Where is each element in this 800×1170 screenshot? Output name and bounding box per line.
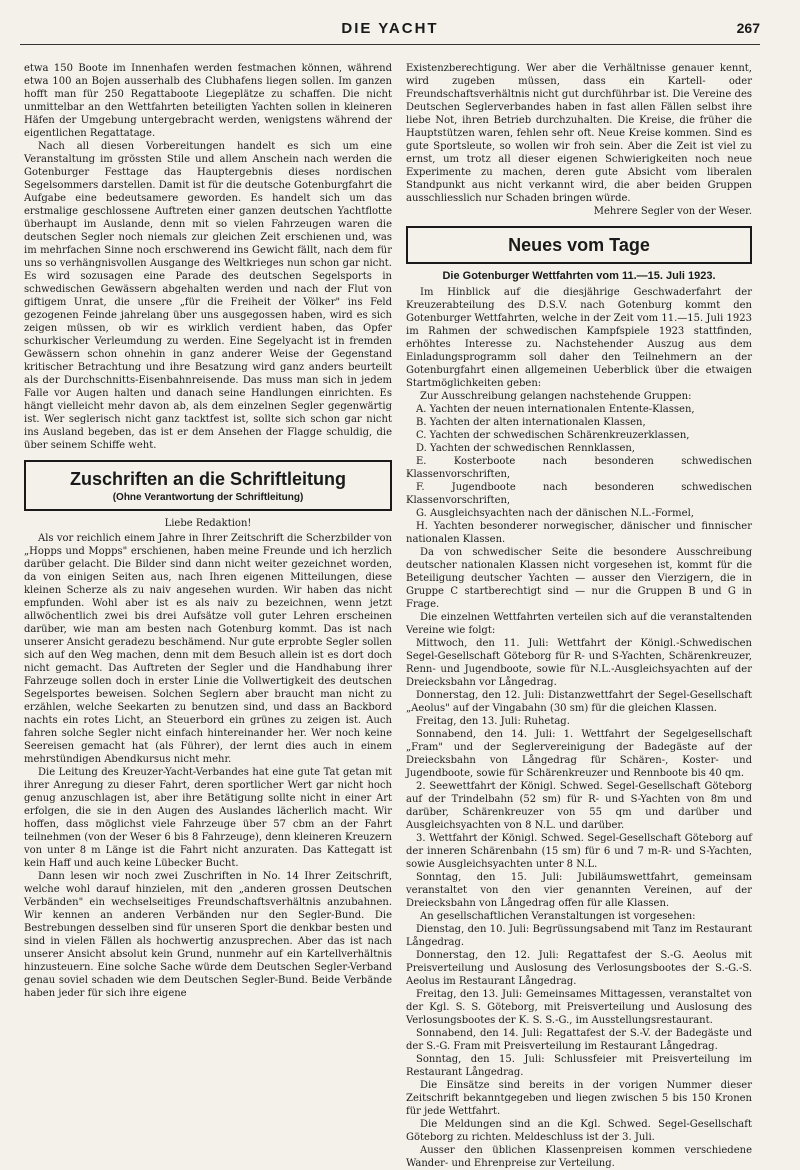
list-item: Sonntag, den 15. Juli: Schlussfeier mit Preisverteilung im Restaurant Långedrag. (406, 1054, 752, 1078)
paragraph: Die einzelnen Wettfahrten verteilen sich auf die veranstaltenden Vereine wie folgt: (406, 612, 752, 636)
masthead: DIE YACHT (341, 20, 439, 37)
list-item: A. Yachten der neuen internationalen Entente-Klassen, (416, 404, 695, 415)
paragraph: Nach all diesen Vorbereitungen handelt es sich um eine Veranstaltung im grössten Stile und allem Anschein nach werden die Gotenburger Festtage das Hauptergebnis dieses nordischen Segelsommers darstellen. Damit ist für die deutsche Gotenburgfahrt die Aufgabe eine bedeutsamere geworden. Es handelt sich um das erstmalige geschlossene Auftreten einer ganzen deutschen Yachtflotte überhaupt im Auslande, denn mit so vielen Fahrzeugen waren die deutschen Segler noch niemals zur gleichen Zeit erschienen und, was im mehrfachen Sinne noch erschwerend ins Gewicht fällt, nach dem für uns so verhängnisvollen Ausgange des Weltkrieges nun schon gar nicht. Es wird sozusagen eine Parade des deutschen Segelsports in schwedischen Gewässern abgehalten werden und nach der Flut von giftigem Unrat, die unsere „für die Freiheit der Völker" ins Feld gezogenen Feinde jahrelang über uns ausgegossen haben, wird es sich zeigen müssen, ob wir es wirklich verdient haben, das Opfer schurkischer Verleumdung zu werden. Eine Segelyacht ist in fremden Gewässern schon ohnehin in ganz anderer Weise der Gegenstand kritischer Betrachtung und ihre Besatzung wird ganz anders beurteilt als der Durchschnitts-Eisenbahnreisende. Das muss man sich in jedem Falle vor Augen halten und danach seine Handlungen einrichten. Es hängt vielleicht mehr davon ab, als dem einzelnen Segler gegenwärtig ist. Wer seglerisch nicht ganz tacktfest ist, sollte sich schon gar nicht ins Ausland begeben, das ist er dem Ansehen der Flagge schuldig, die über seinem Schiffe weht. (24, 141, 392, 451)
right-column (406, 62, 752, 1170)
list-item: 2. Seewettfahrt der Königl. Schwed. Segel-Gesellschaft Göteborg auf der Trindelbahn (52 sm) für R- und S-Yachten von 8m und darüber, Schärenkreuzer von 55 qm und darüber und Ausgleichsyachten von 8 N.L. und darüber. (406, 781, 752, 831)
list-item: B. Yachten der alten internationalen Klassen, (416, 417, 646, 428)
list-item: Freitag, den 13. Juli: Gemeinsames Mittagessen, veranstaltet von der Kgl. S. S. Göteborg, mit Preisverteilung und Auslosung des Verlosungsbootes der K. S. S.-G., im Ausstellungsrestaurant. (406, 989, 752, 1026)
left-column (24, 62, 392, 1000)
list-item: Sonntag, den 15. Juli: Jubiläumswettfahrt, gemeinsam veranstaltet von den vier genannten Vereinen, auf der Dreiecksbahn von Långedrag offen für alle Klassen. (406, 872, 752, 909)
paragraph: Als vor reichlich einem Jahre in Ihrer Zeitschrift die Scherzbilder von „Hopps und Mopps" erschienen, haben meine Freunde und ich herzlich darüber gelacht. Die Bilder sind dann nicht weiter gezeichnet worden, da von einigen Seiten aus, nach Ihren eigenen Mitteilungen, diese kleinen Scherze als zu naiv angesehen wurden. Wir haben das nicht empfunden. Wohl aber ist es als naiv zu bezeichnen, wenn jetzt allwöchentlich zwei bis drei Aufsätze voll guter Lehren erscheinen darüber, wie man am besten nach Gotenburg kommt. Das ist nach unserer Ansicht geradezu beschämend. Nur gute erprobte Segler sollen sich auf den Weg machen, denn mit dem Besuch allein ist es dort doch nicht gemacht. Das Auftreten der Segler und die Handhabung ihrer Fahrzeuge sollen doch in erster Linie die Vollwertigkeit des deutschen Segelsportes beweisen. Solchen Seglern aber braucht man nicht zu erzählen, welche Seekarten zu benutzen sind, und dass an Backbord nachts ein rotes Licht, an Steuerbord ein grünes zu zeigen ist. Auch fahren solche Segler nicht einfach hintereinander her. Wer noch keine Seereisen gemacht hat (als Führer), der lernt dies auch in einem mehrstündigen Abendkursus nicht mehr. (24, 533, 392, 765)
page-header (20, 20, 760, 44)
social-schedule (406, 923, 752, 1079)
paragraph: Existenzberechtigung. Wer aber die Verhältnisse genauer kennt, wird zugeben müssen, dass ein Kartell- oder Freundschaftsverhältnis nicht gut durchführbar ist. Die Vereine des Deutschen Seglerverbandes haben in fast allen Fällen selbst ihre liebe Not, ihren Betrieb durchzuhalten. Die Kreise, die früher die Hauptstützen waren, fehlen sehr oft. Neue Kreise kommen. Sind es gute Sportsleute, so wollen wir froh sein. Aber die Zeit ist viel zu ernst, um trotz all dieser eigenen Schwierigkeiten noch neue Experimente zu machen, deren gute Absicht vom liberalen Standpunkt aus nicht verkannt wird, die aber beiden Gruppen ausschliesslich nur Schaden bringen würde. (406, 63, 752, 204)
paragraph: Die Einsätze sind bereits in der vorigen Nummer dieser Zeitschrift bekanntgegeben und liegen zwischen 5 bis 150 Kronen für jede Wettfahrt. (406, 1080, 752, 1117)
paragraph: Im Hinblick auf die diesjährige Geschwaderfahrt der Kreuzerabteilung des D.S.V. nach Gotenburg kommt den Gotenburger Wettfahrten, welche in der Zeit vom 11.—15. Juli 1923 im Rahmen der schwedischen Kampfspiele 1923 stattfinden, erhöhtes Interesse zu. Nachstehender Auszug aus dem Einladungsprogramm soll daher den Teilnehmern an der Gotenburgfahrt einen allgemeinen Ueberblick über die etwaigen Startmöglichkeiten geben: (406, 287, 752, 389)
section-box-news (406, 226, 752, 264)
section-subtitle: (Ohne Verantwortung der Schriftleitung) (112, 492, 304, 503)
list-item: F. Jugendboote nach besonderen schwedischen Klassenvorschriften, (406, 482, 752, 506)
group-list (406, 403, 752, 546)
paragraph: An gesellschaftlichen Veranstaltungen ist vorgesehen: (420, 911, 696, 922)
list-item: Sonnabend, den 14. Juli: Regattafest der S.-V. der Badegäste und der S.-G. Fram mit Preisverteilung im Restaurant Långedrag. (406, 1028, 752, 1052)
salutation: Liebe Redaktion! (164, 518, 252, 529)
article-headline: Die Gotenburger Wettfahrten vom 11.—15. Juli 1923. (442, 270, 716, 282)
paragraph: Da von schwedischer Seite die besondere Ausschreibung deutscher nationalen Klassen nicht vorgesehen ist, kommt für die Beteiligung deutscher Yachten — ausser den Vierzigern, die in Gruppe C startberechtigt sind — nur die Gruppen B und G in Frage. (406, 547, 752, 610)
header-rule (20, 44, 760, 45)
section-title: Neues vom Tage (508, 235, 650, 255)
race-schedule (406, 637, 752, 910)
list-item: Mittwoch, den 11. Juli: Wettfahrt der Königl.-Schwedischen Segel-Gesellschaft Göteborg für R- und S-Yachten, Schärenkreuzer, Renn- und Jugendboote, sowie für N.L.-Ausgleichsyachten auf der Dreiecksbahn vor Långedrag. (406, 638, 752, 688)
list-item: D. Yachten der schwedischen Rennklassen, (416, 443, 635, 454)
paragraph: Die Leitung des Kreuzer-Yacht-Verbandes hat eine gute Tat getan mit ihrer Anregung zu dieser Fahrt, deren sportlicher Wert gar nicht hoch genug anzuschlagen ist, aber ihre Betätigung sollte nicht in einer Art erfolgen, die sie in den Augen des Auslandes lächerlich macht. Wir hoffen, dass möglichst viele Fahrzeuge über 57 cbm an der Fahrt teilnehmen (von der Weser 6 bis 8 Fahrzeuge), denn kleineren Kreuzern von unter 8 m Länge ist die Fahrt nicht anzuraten. Das Kattegatt ist kein Haff und auch keine Lübecker Bucht. (24, 767, 392, 869)
list-item: 3. Wettfahrt der Königl. Schwed. Segel-Gesellschaft Göteborg auf der inneren Schärenbahn (15 sm) für 6 und 7 m-R- und S-Yachten, sowie Ausgleichsyachten unter 8 N.L. (406, 833, 752, 870)
paragraph: Die Meldungen sind an die Kgl. Schwed. Segel-Gesellschaft Göteborg zu richten. Meldeschluss ist der 3. Juli. (406, 1119, 752, 1143)
list-item: Donnerstag, den 12. Juli: Regattafest der S.-G. Aeolus mit Preisverteilung und Auslosung des Verlosungsbootes der S.-G.-S. Aeolus im Restaurant Långedrag. (406, 950, 752, 987)
list-item: Donnerstag, den 12. Juli: Distanzwettfahrt der Segel-Gesellschaft „Aeolus" auf der Vingabahn (30 sm) für die gleichen Klassen. (406, 690, 752, 714)
list-item: G. Ausgleichsyachten nach der dänischen N.L.-Formel, (416, 508, 694, 519)
page-number: 267 (736, 20, 760, 36)
paragraph: Dann lesen wir noch zwei Zuschriften in No. 14 Ihrer Zeitschrift, welche wohl darauf hinzielen, mit den „anderen grossen Deutschen Verbänden" ein wechselseitiges Freundschaftsverhältnis anzubahnen. Wir kennen an anderen Verbänden nur den Segler-Bund. Die Bestrebungen desselben sind für unseren Sport die denkbar besten und sind in vielen Fällen als hochwertig anzusprechen. Aber das ist nach unserer Ansicht absolut kein Grund, nunmehr auf ein Kartellverhältnis hinzusteuern. Eine solche Sache würde dem Deutschen Segler-Verband genau soviel schaden wie dem Deutschen Segler-Bund. Beide Verbände haben jeder für sich ihre eigene (24, 871, 392, 999)
section-title: Zuschriften an die Schriftleitung (69, 469, 347, 489)
list-item: Freitag, den 13. Juli: Ruhetag. (416, 716, 570, 727)
paragraph: Zur Ausschreibung gelangen nachstehende Gruppen: (420, 391, 692, 402)
signature: Mehrere Segler von der Weser. (593, 206, 752, 217)
list-item: Dienstag, den 10. Juli: Begrüssungsabend mit Tanz im Restaurant Långedrag. (406, 924, 752, 948)
list-item: C. Yachten der schwedischen Schärenkreuzerklassen, (416, 430, 690, 441)
paragraph: Ausser den üblichen Klassenpreisen kommen verschiedene Wander- und Ehrenpreise zur Verteilung. (406, 1145, 752, 1169)
list-item: Sonnabend, den 14. Juli: 1. Wettfahrt der Segelgesellschaft „Fram" und der Seglervereinigung der Badegäste auf der Dreiecksbahn von Långedrag für Schären-, Koster- und Jugendboote, sowie für Schärenkreuzer und Rennboote bis 40 qm. (406, 729, 752, 779)
section-box-letters (24, 460, 392, 511)
paragraph: etwa 150 Boote im Innenhafen werden festmachen können, während etwa 100 an Bojen ausserhalb des Clubhafens liegen sollen. Im ganzen hofft man für 250 Regattaboote Liegeplätze zu schaffen. Die nicht unmittelbar an den Wettfahrten beteiligten Yachten sollen in kleineren Häfen der Umgebung untergebracht werden, wenigstens während der eigentlichen Regattatage. (24, 63, 392, 139)
list-item: H. Yachten besonderer norwegischer, dänischer und finnischer nationalen Klassen. (406, 521, 752, 545)
list-item: E. Kosterboote nach besonderen schwedischen Klassenvorschriften, (406, 456, 752, 480)
